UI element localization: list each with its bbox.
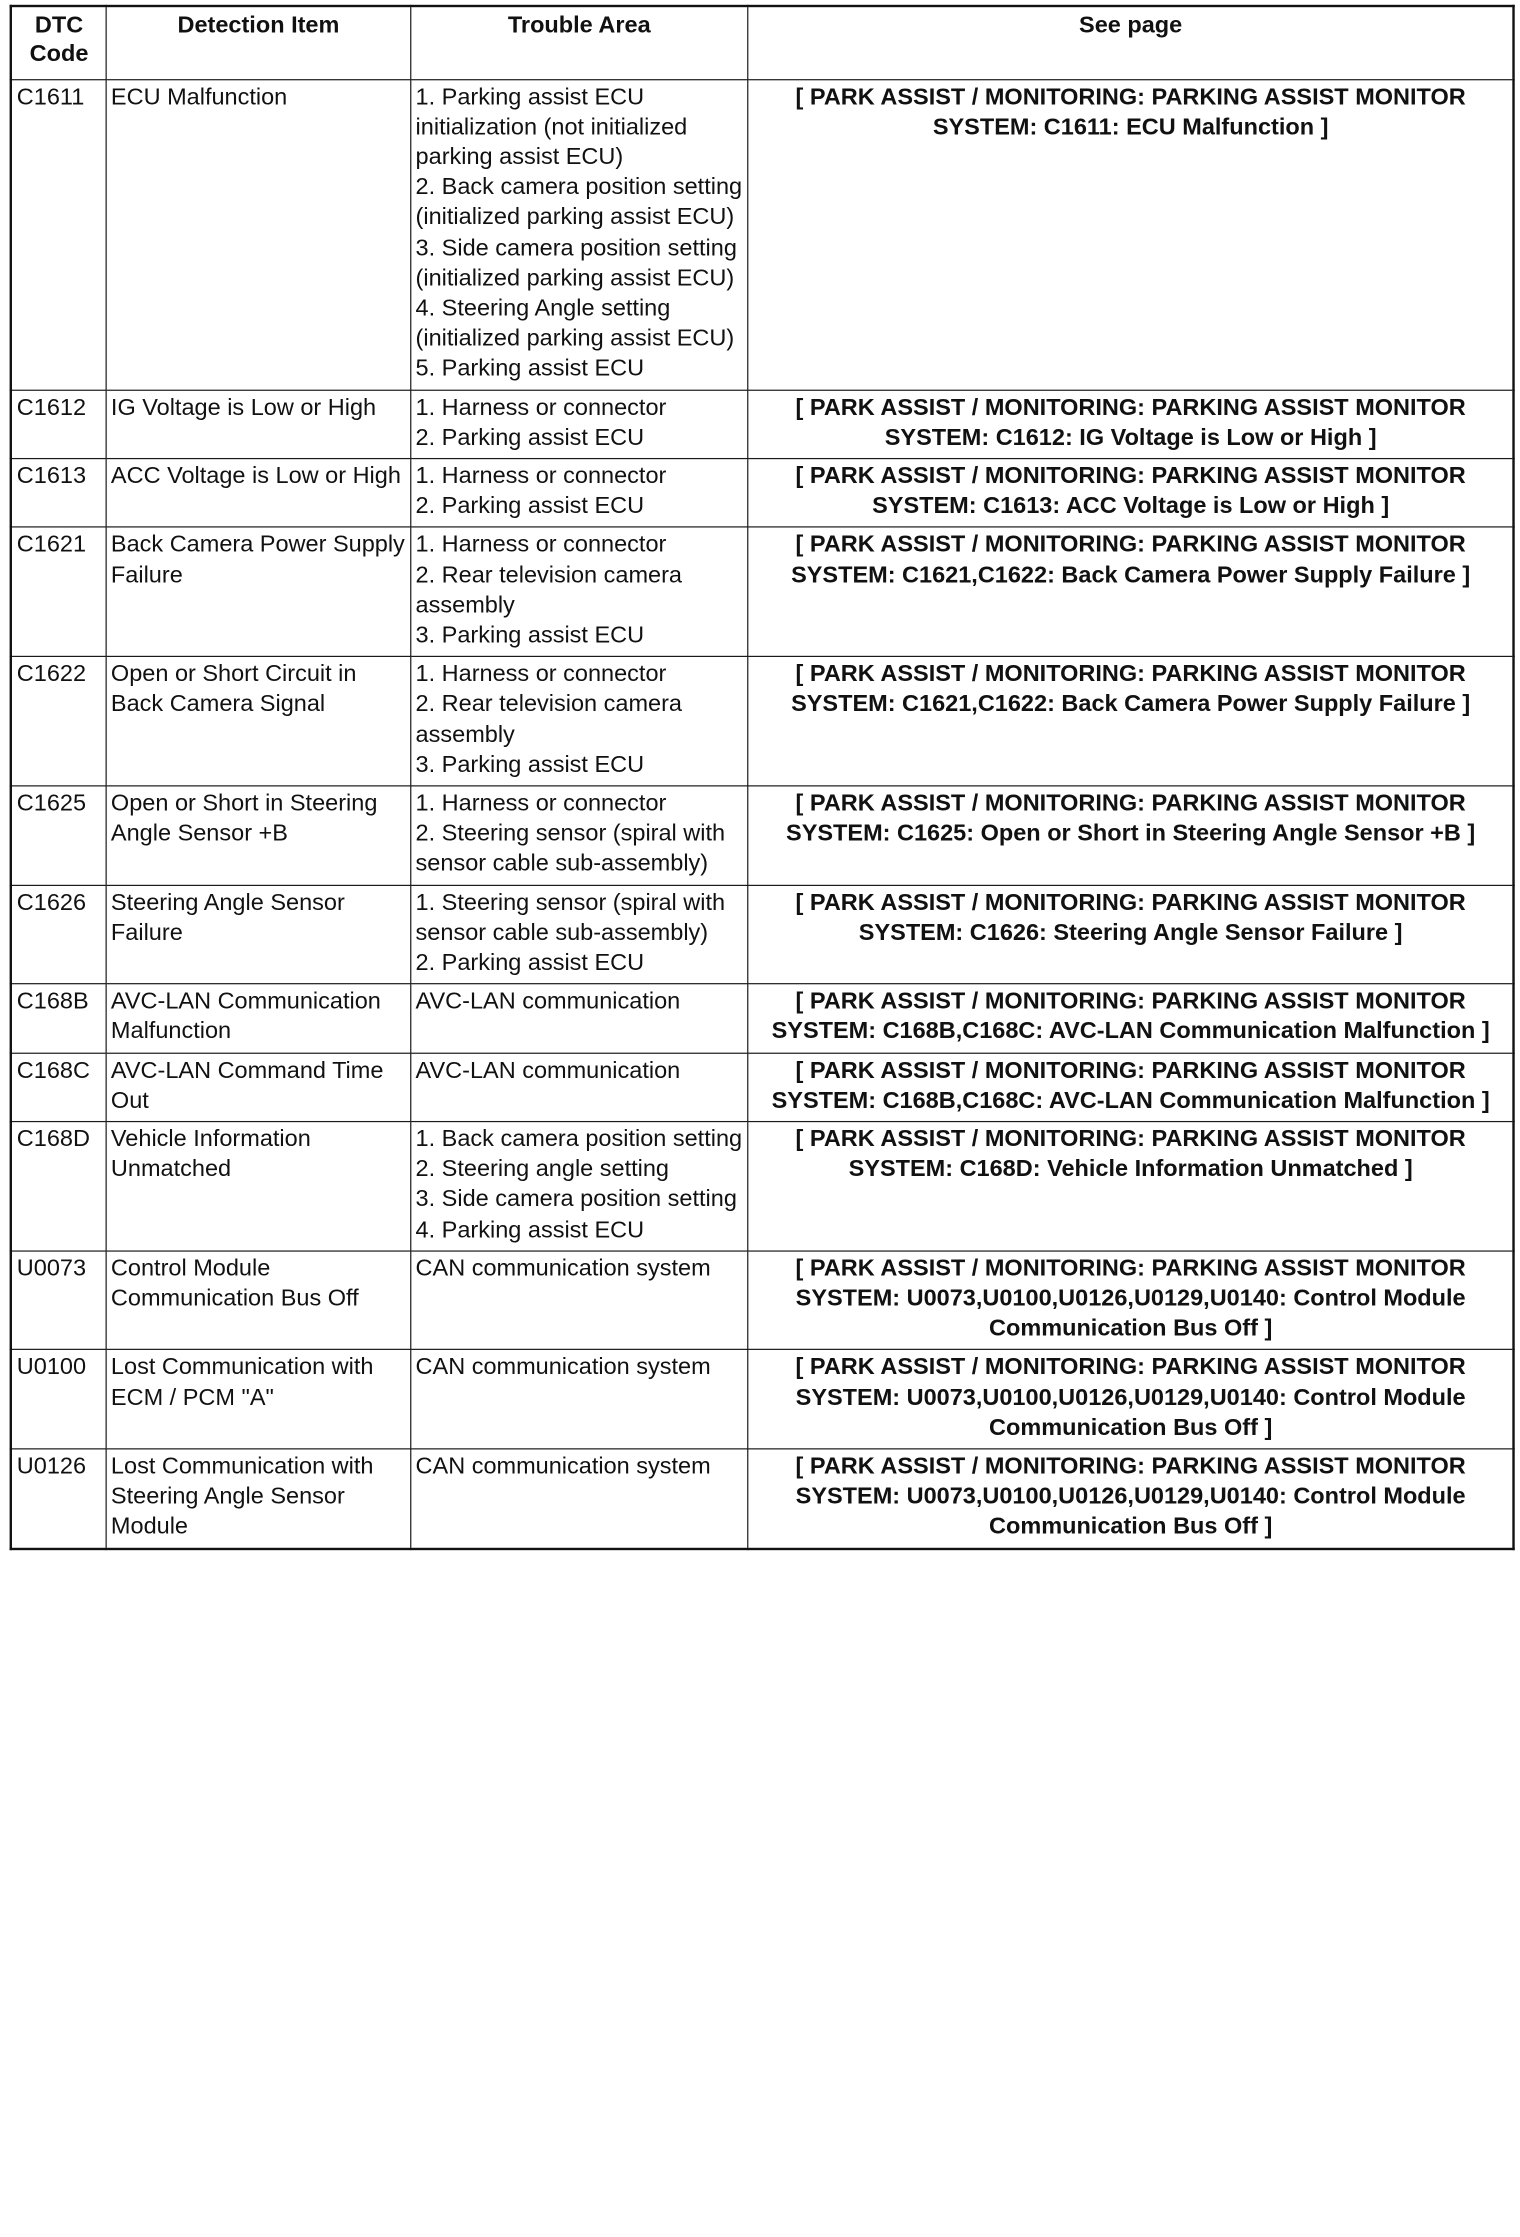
- header-trouble-area: Trouble Area: [410, 6, 747, 79]
- table-row: [11, 1122, 1514, 1251]
- trouble-area-cell: 1. Harness or connector 2. Parking assist ECU: [410, 459, 747, 528]
- header-see-page: See page: [747, 6, 1513, 79]
- dtc-code-cell: C1625: [11, 786, 106, 885]
- detection-item-cell: AVC-LAN Communication Malfunction: [106, 984, 411, 1053]
- header-detection-item: Detection Item: [106, 6, 411, 79]
- see-page-link[interactable]: [ PARK ASSIST / MONITORING: PARKING ASSIST MONITOR SYSTEM: U0073,U0100,U0126,U0129,U0140: Control Module Communication Bus Off ]: [747, 1449, 1513, 1549]
- table-row: [11, 1251, 1514, 1350]
- table-row: [11, 657, 1514, 786]
- trouble-area-cell: CAN communication system: [410, 1251, 747, 1350]
- table-row: [11, 1350, 1514, 1449]
- dtc-code-cell: C1613: [11, 459, 106, 528]
- detection-item-cell: Open or Short Circuit in Back Camera Signal: [106, 657, 411, 786]
- table-row: [11, 1449, 1514, 1549]
- table-row: [11, 79, 1514, 390]
- see-page-link[interactable]: [ PARK ASSIST / MONITORING: PARKING ASSIST MONITOR SYSTEM: C168B,C168C: AVC-LAN Communication Malfunction ]: [747, 1053, 1513, 1122]
- detection-item-cell: Steering Angle Sensor Failure: [106, 885, 411, 984]
- trouble-area-cell: 1. Harness or connector 2. Rear television camera assembly 3. Parking assist ECU: [410, 527, 747, 656]
- detection-item-cell: Control Module Communication Bus Off: [106, 1251, 411, 1350]
- see-page-link[interactable]: [ PARK ASSIST / MONITORING: PARKING ASSIST MONITOR SYSTEM: C1611: ECU Malfunction ]: [747, 79, 1513, 390]
- detection-item-cell: Lost Communication with Steering Angle Sensor Module: [106, 1449, 411, 1549]
- header-dtc-code: DTC Code: [11, 6, 106, 79]
- table-row: [11, 390, 1514, 459]
- trouble-area-cell: 1. Steering sensor (spiral with sensor cable sub-assembly) 2. Parking assist ECU: [410, 885, 747, 984]
- table-row: [11, 459, 1514, 528]
- dtc-code-cell: U0100: [11, 1350, 106, 1449]
- detection-item-cell: ACC Voltage is Low or High: [106, 459, 411, 528]
- table-row: [11, 527, 1514, 656]
- dtc-code-cell: C1621: [11, 527, 106, 656]
- table-row: [11, 984, 1514, 1053]
- detection-item-cell: Open or Short in Steering Angle Sensor +B: [106, 786, 411, 885]
- dtc-code-cell: U0073: [11, 1251, 106, 1350]
- see-page-link[interactable]: [ PARK ASSIST / MONITORING: PARKING ASSIST MONITOR SYSTEM: C1621,C1622: Back Camera Power Supply Failure ]: [747, 657, 1513, 786]
- dtc-code-cell: U0126: [11, 1449, 106, 1549]
- see-page-link[interactable]: [ PARK ASSIST / MONITORING: PARKING ASSIST MONITOR SYSTEM: C168B,C168C: AVC-LAN Communication Malfunction ]: [747, 984, 1513, 1053]
- see-page-link[interactable]: [ PARK ASSIST / MONITORING: PARKING ASSIST MONITOR SYSTEM: U0073,U0100,U0126,U0129,U0140: Control Module Communication Bus Off ]: [747, 1350, 1513, 1449]
- trouble-area-cell: 1. Harness or connector 2. Rear television camera assembly 3. Parking assist ECU: [410, 657, 747, 786]
- trouble-area-cell: CAN communication system: [410, 1449, 747, 1549]
- detection-item-cell: Vehicle Information Unmatched: [106, 1122, 411, 1251]
- dtc-code-cell: C1626: [11, 885, 106, 984]
- detection-item-cell: Back Camera Power Supply Failure: [106, 527, 411, 656]
- see-page-link[interactable]: [ PARK ASSIST / MONITORING: PARKING ASSIST MONITOR SYSTEM: C1626: Steering Angle Sensor Failure ]: [747, 885, 1513, 984]
- detection-item-cell: AVC-LAN Command Time Out: [106, 1053, 411, 1122]
- table-row: [11, 786, 1514, 885]
- dtc-code-cell: C168D: [11, 1122, 106, 1251]
- see-page-link[interactable]: [ PARK ASSIST / MONITORING: PARKING ASSIST MONITOR SYSTEM: C1621,C1622: Back Camera Power Supply Failure ]: [747, 527, 1513, 656]
- see-page-link[interactable]: [ PARK ASSIST / MONITORING: PARKING ASSIST MONITOR SYSTEM: U0073,U0100,U0126,U0129,U0140: Control Module Communication Bus Off ]: [747, 1251, 1513, 1350]
- detection-item-cell: Lost Communication with ECM / PCM "A": [106, 1350, 411, 1449]
- dtc-table: [10, 5, 1515, 1550]
- dtc-code-cell: C168C: [11, 1053, 106, 1122]
- dtc-code-cell: C1622: [11, 657, 106, 786]
- see-page-link[interactable]: [ PARK ASSIST / MONITORING: PARKING ASSIST MONITOR SYSTEM: C168D: Vehicle Information Unmatched ]: [747, 1122, 1513, 1251]
- trouble-area-cell: AVC-LAN communication: [410, 1053, 747, 1122]
- trouble-area-cell: 1. Back camera position setting 2. Steering angle setting 3. Side camera position setting 4. Parking assist ECU: [410, 1122, 747, 1251]
- see-page-link[interactable]: [ PARK ASSIST / MONITORING: PARKING ASSIST MONITOR SYSTEM: C1625: Open or Short in Steering Angle Sensor +B ]: [747, 786, 1513, 885]
- table-row: [11, 885, 1514, 984]
- dtc-code-cell: C168B: [11, 984, 106, 1053]
- dtc-code-cell: C1612: [11, 390, 106, 459]
- detection-item-cell: IG Voltage is Low or High: [106, 390, 411, 459]
- trouble-area-cell: 1. Parking assist ECU initialization (not initialized parking assist ECU) 2. Back camera position setting (initialized parking assist ECU) 3. Side camera position setting (initialized parking assist ECU) 4. Steering Angle setting (initialized parking assist ECU) 5. Parking assist ECU: [410, 79, 747, 390]
- see-page-link[interactable]: [ PARK ASSIST / MONITORING: PARKING ASSIST MONITOR SYSTEM: C1612: IG Voltage is Low or High ]: [747, 390, 1513, 459]
- trouble-area-cell: 1. Harness or connector 2. Parking assist ECU: [410, 390, 747, 459]
- detection-item-cell: ECU Malfunction: [106, 79, 411, 390]
- dtc-code-cell: C1611: [11, 79, 106, 390]
- table-header-row: [11, 6, 1514, 79]
- table-row: [11, 1053, 1514, 1122]
- see-page-link[interactable]: [ PARK ASSIST / MONITORING: PARKING ASSIST MONITOR SYSTEM: C1613: ACC Voltage is Low or High ]: [747, 459, 1513, 528]
- trouble-area-cell: CAN communication system: [410, 1350, 747, 1449]
- trouble-area-cell: 1. Harness or connector 2. Steering sensor (spiral with sensor cable sub-assembly): [410, 786, 747, 885]
- trouble-area-cell: AVC-LAN communication: [410, 984, 747, 1053]
